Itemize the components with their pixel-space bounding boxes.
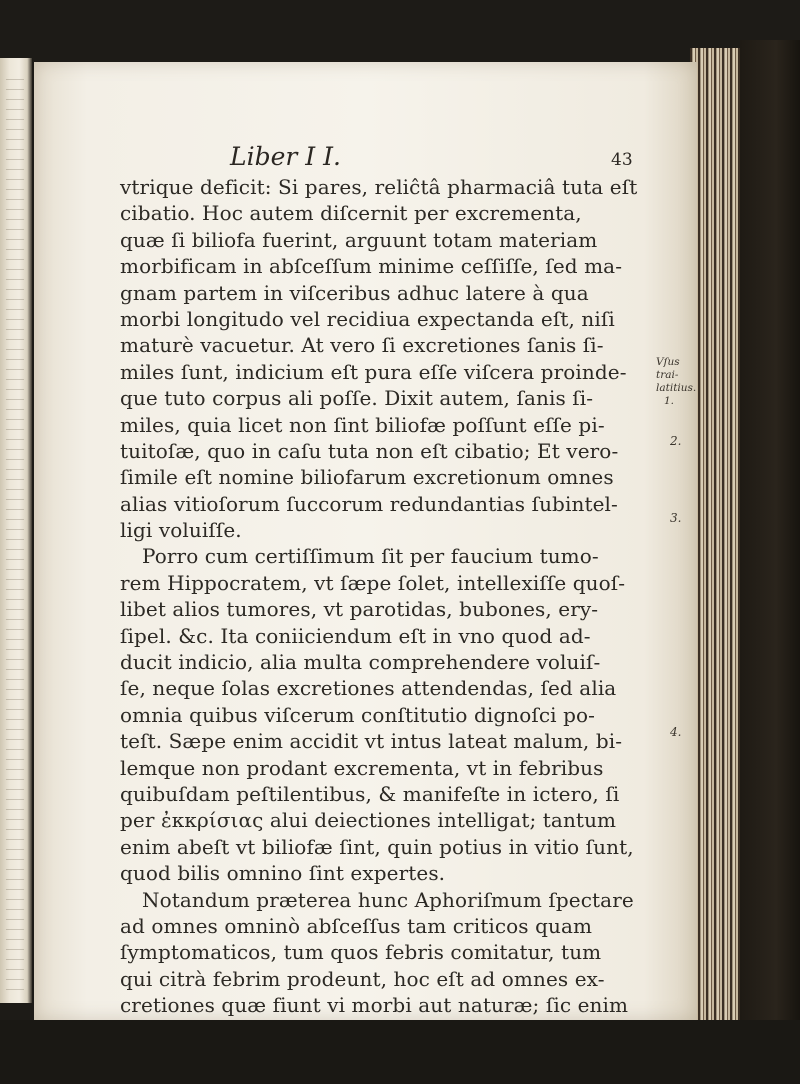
text-line: alias vitioſorum ſuccorum redundantias ſubintel- <box>120 491 618 516</box>
text-line: Porro cum certiſſimum ſit per faucium tumo- <box>142 544 599 569</box>
margin-number-3: 3. <box>670 511 682 525</box>
margin-note <box>656 356 700 408</box>
text-line: tuitoſæ, quo in caſu tuta non eſt cibatio; Et vero- <box>120 438 619 463</box>
text-line: ſimile eſt nomine biliofarum excretionum omnes <box>120 465 614 490</box>
text-line: teſt. Sæpe enim accidit vt intus lateat malum, bi- <box>120 729 623 754</box>
book-page <box>34 62 697 1020</box>
text-line: libet alios tumores, vt parotidas, bubones, ery- <box>120 597 599 622</box>
text-line: que tuto corpus ali poſſe. Dixit autem, ſanis ſi- <box>120 386 594 411</box>
margin-note-text: Vſus trai-latitius. <box>656 356 697 394</box>
background-bottom <box>0 1020 800 1084</box>
text-line: morbificam in abſceſſum minime ceſſiſſe, ſed ma- <box>120 254 623 279</box>
text-line: ſipel. &c. Ita coniiciendum eſt in vno quod ad- <box>120 623 591 648</box>
text-line: ducit indicio, alia multa comprehendere voluiſ- <box>120 650 601 675</box>
page-number: 43 <box>611 150 633 170</box>
text-line: per ἐκκρίσιας alui deiectiones intelligat; tantum <box>120 808 617 833</box>
text-line: ad omnes omninò abſceſſus tam criticos quam <box>120 913 593 938</box>
text-line: morbi longitudo vel recidiua expectanda eſt, niſi <box>120 306 615 331</box>
text-line: omnia quibus viſcerum conſtitutio dignoſci po- <box>120 702 596 727</box>
text-line: quæ ſi biliofa fuerint, arguunt totam materiam <box>120 227 598 252</box>
text-line: miles, quia licet non ſint biliofæ poſſunt eſſe pi- <box>120 412 605 437</box>
text-line: qui citrà febrim prodeunt, hoc eſt ad omnes ex- <box>120 966 605 991</box>
text-line: enim abeſt vt biliofæ ſint, quin potius in vitio ſunt, <box>120 834 634 859</box>
text-line: quibuſdam peſtilentibus, & manifeſte in ictero, ſi <box>120 781 620 806</box>
text-line: rem Hippocratem, vt ſæpe ſolet, intellexiſſe quoſ- <box>120 570 626 595</box>
text-line: vtrique deficit: Si pares, reliĉtâ pharmaciâ tuta eſt <box>120 175 638 199</box>
running-head: Liber I I. <box>230 142 341 171</box>
body-text <box>120 174 640 1071</box>
left-page-edge-lines <box>6 70 24 990</box>
text-line: maturè vacuetur. At vero ſi excretiones ſanis ſi- <box>120 333 604 358</box>
text-line: ligi voluiſſe. <box>120 518 242 543</box>
text-line: cretiones quæ fiunt vi morbi aut naturæ; ſic enim <box>120 993 629 1018</box>
margin-number-4: 4. <box>670 725 682 739</box>
text-line: lemque non prodant excrementa, vt in febribus <box>120 755 604 780</box>
margin-note-number: 1. <box>664 395 675 407</box>
text-line: ſymptomaticos, tum quos febris comitatur, tum <box>120 940 602 965</box>
page-header <box>34 142 697 172</box>
text-line: ſe, neque ſolas excretiones attendendas, ſed alia <box>120 676 617 701</box>
text-line: gnam partem in viſceribus adhuc latere à qua <box>120 280 589 305</box>
text-line: miles ſunt, indicium eſt pura eſſe viſcera proinde- <box>120 359 627 384</box>
margin-number-2: 2. <box>670 434 682 448</box>
text-line: quod bilis omnino ſint expertes. <box>120 861 446 886</box>
text-line: cibatio. Hoc autem diſcernit per excrementa, <box>120 201 582 226</box>
book-cover-edge <box>740 40 800 1040</box>
text-line: Notandum præterea hunc Aphoriſmum ſpectare <box>142 887 634 912</box>
